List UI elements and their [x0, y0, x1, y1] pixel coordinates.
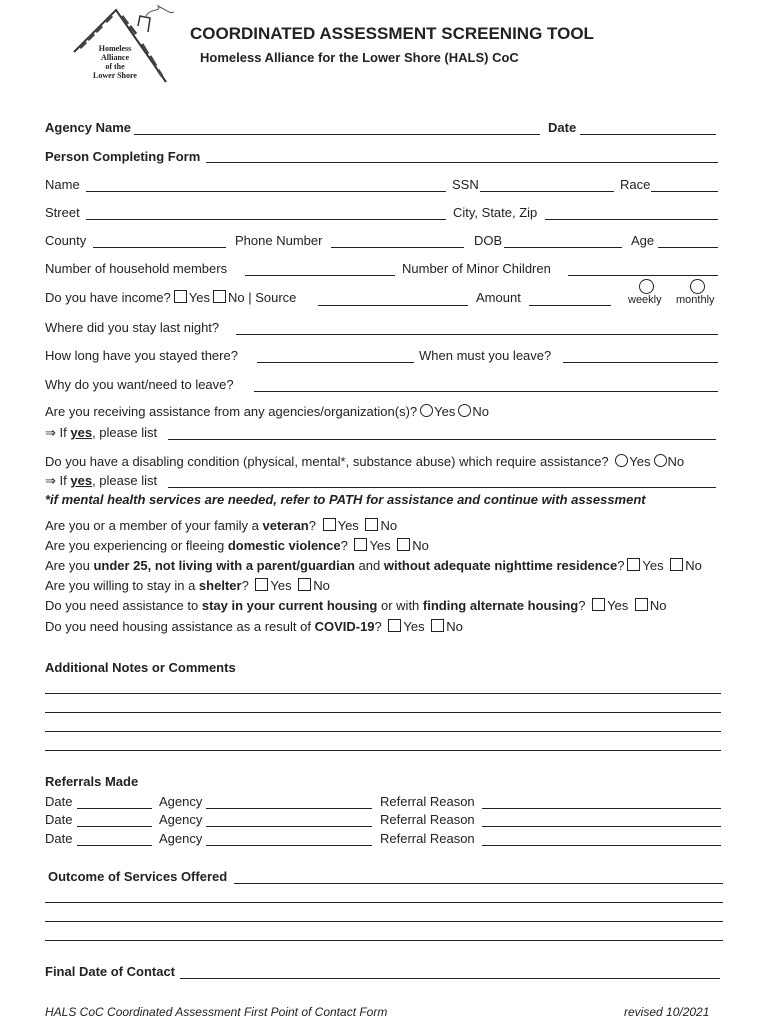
agencies-question: Are you receiving assistance from any agencies/organization(s)?: [45, 404, 418, 419]
veteran-no-label: No: [380, 518, 398, 533]
u25-yes-label: Yes: [642, 558, 664, 573]
outcome-line-2[interactable]: [45, 902, 723, 903]
housing-no-label: No: [649, 598, 667, 613]
covid-bold: COVID-19: [314, 619, 375, 634]
phone-field[interactable]: [331, 247, 464, 248]
phone-label: Phone Number: [235, 233, 323, 248]
logo-line-2: Alliance: [101, 53, 129, 62]
ref-agency-label-1: Agency: [159, 794, 203, 809]
date-label: Date: [548, 120, 577, 135]
shelter-no-checkbox[interactable]: [298, 578, 311, 591]
disabling-no-label: No: [667, 454, 685, 469]
stay-last-night-field[interactable]: [236, 334, 718, 335]
income-row: [45, 290, 296, 305]
notes-heading: Additional Notes or Comments: [45, 660, 236, 675]
housing-text: Do you need assistance to: [45, 598, 199, 613]
income-no-checkbox[interactable]: [213, 290, 226, 303]
agencies-if-yes: yes: [70, 425, 93, 440]
covid-no-checkbox[interactable]: [431, 619, 444, 632]
disabling-list-field[interactable]: [168, 487, 716, 488]
ref-date-label-3: Date: [45, 831, 73, 846]
when-leave-label: When must you leave?: [419, 348, 552, 363]
outcome-line-3[interactable]: [45, 921, 723, 922]
race-label: Race: [620, 177, 651, 192]
ref-reason-label-3: Referral Reason: [380, 831, 475, 846]
disabling-no-radio[interactable]: [654, 454, 667, 467]
minor-children-label: Number of Minor Children: [402, 261, 551, 276]
shelter-row: [45, 578, 330, 593]
county-field[interactable]: [93, 247, 226, 248]
u25-text: Are you: [45, 558, 90, 573]
household-field[interactable]: [245, 275, 395, 276]
referrals-heading: Referrals Made: [45, 774, 139, 789]
monthly-label: monthly: [676, 294, 715, 306]
weekly-label: weekly: [628, 294, 662, 306]
disabling-if-yes: yes: [70, 473, 93, 488]
u25-no-label: No: [685, 558, 702, 573]
weekly-radio[interactable]: [639, 279, 654, 294]
u25-yes-checkbox[interactable]: [627, 558, 640, 571]
agencies-no-radio[interactable]: [458, 404, 471, 417]
qmark: ?: [241, 578, 249, 593]
monthly-radio[interactable]: [690, 279, 705, 294]
covid-yes-checkbox[interactable]: [388, 619, 401, 632]
logo-line-4: Lower Shore: [93, 71, 137, 80]
notes-line-2[interactable]: [45, 712, 721, 713]
covid-yes-label: Yes: [403, 619, 425, 634]
housing-bold-2: finding alternate housing: [422, 598, 579, 613]
housing-bold-1: stay in your current housing: [201, 598, 378, 613]
disabling-yes-radio[interactable]: [615, 454, 628, 467]
person-completing-label: Person Completing Form: [45, 149, 201, 164]
ref-agency-label-3: Agency: [159, 831, 203, 846]
footer-revised: revised 10/2021: [624, 1005, 710, 1019]
housing-yes-checkbox[interactable]: [592, 598, 605, 611]
date-field[interactable]: [580, 134, 716, 135]
page-title: COORDINATED ASSESSMENT SCREENING TOOL: [190, 24, 594, 43]
qmark: ?: [578, 598, 586, 613]
ref-reason-field-2[interactable]: [482, 826, 721, 827]
agencies-list-field[interactable]: [168, 439, 716, 440]
agency-name-field[interactable]: [134, 134, 540, 135]
veteran-bold: veteran: [262, 518, 309, 533]
veteran-text: Are you or a member of your family a: [45, 518, 259, 533]
amount-label: Amount: [476, 290, 521, 305]
qmark: ?: [374, 619, 382, 634]
age-label: Age: [631, 233, 655, 248]
covid-text: Do you need housing assistance as a result of: [45, 619, 311, 634]
notes-line-3[interactable]: [45, 731, 721, 732]
ref-agency-field-3[interactable]: [206, 845, 372, 846]
race-field[interactable]: [651, 191, 718, 192]
street-field[interactable]: [86, 219, 446, 220]
notes-line-4[interactable]: [45, 750, 721, 751]
u25-no-checkbox[interactable]: [670, 558, 683, 571]
name-field[interactable]: [86, 191, 446, 192]
u25-bold-1: under 25, not living with a parent/guardian: [93, 558, 355, 573]
dv-bold: domestic violence: [227, 538, 341, 553]
u25-bold-2: without adequate nighttime residence: [383, 558, 618, 573]
ref-reason-label-2: Referral Reason: [380, 812, 475, 827]
ref-date-field-1[interactable]: [77, 808, 152, 809]
hals-logo: [66, 4, 182, 96]
housing-yes-label: Yes: [607, 598, 629, 613]
income-yes-label: Yes: [188, 290, 210, 305]
shelter-no-label: No: [313, 578, 330, 593]
household-label: Number of household members: [45, 261, 228, 276]
qmark: ?: [617, 558, 625, 573]
arrow-icon: ⇒ If: [45, 473, 67, 488]
ref-reason-field-3[interactable]: [482, 845, 721, 846]
ref-date-field-3[interactable]: [77, 845, 152, 846]
arrow-icon: ⇒ If: [45, 425, 67, 440]
shelter-text: Are you willing to stay in a: [45, 578, 196, 593]
when-leave-field[interactable]: [563, 362, 718, 363]
housing-no-checkbox[interactable]: [635, 598, 648, 611]
ref-reason-label-1: Referral Reason: [380, 794, 475, 809]
dob-label: DOB: [474, 233, 503, 248]
dv-no-label: No: [412, 538, 429, 553]
how-long-label: How long have you stayed there?: [45, 348, 238, 363]
why-leave-label: Why do you want/need to leave?: [45, 377, 234, 392]
stay-last-night-label: Where did you stay last night?: [45, 320, 220, 335]
shelter-bold: shelter: [198, 578, 242, 593]
dob-field[interactable]: [504, 247, 622, 248]
outcome-line-4[interactable]: [45, 940, 723, 941]
dv-yes-checkbox[interactable]: [354, 538, 367, 551]
logo-line-3: of the: [105, 62, 125, 71]
minor-children-field[interactable]: [568, 275, 718, 276]
veteran-row: [45, 518, 397, 533]
page-subtitle: Homeless Alliance for the Lower Shore (HALS) CoC: [200, 50, 519, 65]
logo-line-1: Homeless: [98, 44, 132, 53]
source-label: | Source: [248, 290, 297, 305]
final-date-field[interactable]: [180, 978, 720, 979]
under-25-row: [45, 558, 702, 573]
notes-line-1[interactable]: [45, 693, 721, 694]
veteran-yes-checkbox[interactable]: [323, 518, 336, 531]
ref-agency-field-2[interactable]: [206, 826, 372, 827]
dv-text: Are you experiencing or fleeing: [45, 538, 225, 553]
agencies-no-label: No: [472, 404, 489, 419]
ref-date-label-2: Date: [45, 812, 73, 827]
agencies-please-list: , please list: [92, 425, 158, 440]
person-completing-field[interactable]: [206, 162, 718, 163]
dv-no-checkbox[interactable]: [397, 538, 410, 551]
agencies-list-row: [45, 425, 157, 440]
how-long-field[interactable]: [257, 362, 414, 363]
ref-date-field-2[interactable]: [77, 826, 152, 827]
ref-agency-field-1[interactable]: [206, 808, 372, 809]
outcome-label: Outcome of Services Offered: [48, 869, 228, 884]
ref-agency-label-2: Agency: [159, 812, 203, 827]
street-label: Street: [45, 205, 80, 220]
city-state-zip-label: City, State, Zip: [453, 205, 538, 220]
dv-yes-label: Yes: [369, 538, 391, 553]
shelter-yes-label: Yes: [270, 578, 292, 593]
final-date-label: Final Date of Contact: [45, 964, 176, 979]
disabling-please-list: , please list: [92, 473, 158, 488]
agency-name-label: Agency Name: [45, 120, 131, 135]
city-state-zip-field[interactable]: [545, 219, 718, 220]
shelter-yes-checkbox[interactable]: [255, 578, 268, 591]
disabling-yes-label: Yes: [629, 454, 651, 469]
agencies-yes-radio[interactable]: [420, 404, 433, 417]
ssn-label: SSN: [452, 177, 479, 192]
domestic-violence-row: [45, 538, 429, 553]
why-leave-field[interactable]: [254, 391, 718, 392]
source-field[interactable]: [318, 305, 468, 306]
covid-row: [45, 619, 463, 634]
disabling-list-row: [45, 473, 157, 488]
name-label: Name: [45, 177, 80, 192]
veteran-yes-label: Yes: [337, 518, 359, 533]
agencies-yes-label: Yes: [434, 404, 456, 419]
covid-no-label: No: [446, 619, 463, 634]
housing-mid: or with: [381, 598, 420, 613]
ref-date-label-1: Date: [45, 794, 73, 809]
income-question: Do you have income?: [45, 290, 171, 305]
income-no-label: No: [227, 290, 245, 305]
amount-field[interactable]: [529, 305, 611, 306]
u25-mid: and: [358, 558, 381, 573]
agencies-row: [45, 404, 489, 419]
disabling-row: [45, 454, 684, 469]
ssn-field[interactable]: [480, 191, 614, 192]
county-label: County: [45, 233, 87, 248]
mental-health-note: *if mental health services are needed, refer to PATH for assistance and continue with assessment: [45, 492, 646, 507]
housing-row: [45, 598, 667, 613]
outcome-field-1[interactable]: [234, 883, 723, 884]
footer-form-name: HALS CoC Coordinated Assessment First Point of Contact Form: [45, 1005, 388, 1019]
disabling-question: Do you have a disabling condition (physical, mental*, substance abuse) which require assistance?: [45, 454, 609, 469]
qmark: ?: [308, 518, 316, 533]
income-yes-checkbox[interactable]: [174, 290, 187, 303]
age-field[interactable]: [658, 247, 718, 248]
ref-reason-field-1[interactable]: [482, 808, 721, 809]
veteran-no-checkbox[interactable]: [365, 518, 378, 531]
qmark: ?: [340, 538, 348, 553]
